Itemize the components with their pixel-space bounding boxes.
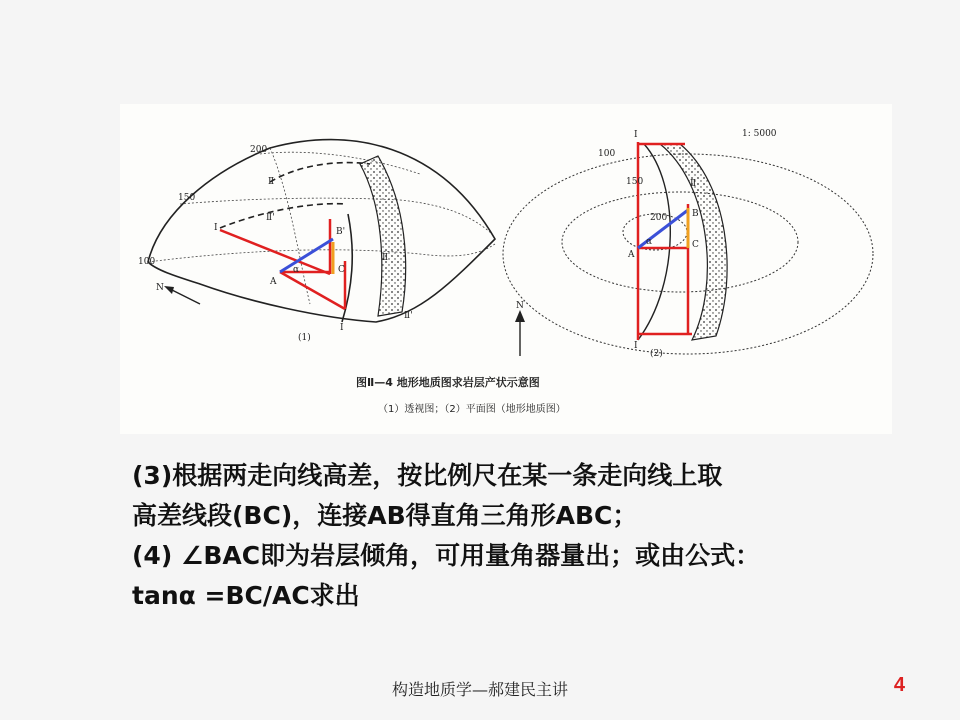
plan-contour-200: 200 — [650, 213, 668, 223]
point-label-a: A — [270, 277, 277, 287]
plan-bed-line — [638, 144, 670, 340]
point-label-c: C — [338, 265, 345, 275]
plan-view — [503, 129, 873, 359]
plan-angle-label: α — [646, 237, 653, 247]
text-line-1: (3)根据两走向线高差，按比例尺在某一条走向线上取 — [132, 461, 723, 490]
figure-svg — [120, 104, 892, 434]
bed-mid-dashed — [220, 204, 346, 228]
view-label-1: (1) — [298, 333, 311, 343]
figure-caption-title: 图Ⅱ—4 地形地质图求岩层产状示意图 — [356, 376, 540, 389]
plan-point-i-top: I — [634, 130, 638, 140]
strike-line-lower — [280, 272, 345, 309]
point-label-ii-right: Ⅱ — [382, 253, 389, 263]
plan-point-ii: Ⅱ — [690, 179, 697, 189]
point-label-i-left: I — [214, 223, 218, 233]
point-label-ii-prime: Ⅱ' — [266, 213, 275, 223]
angle-label: α — [293, 265, 300, 275]
plan-point-a: A — [628, 250, 635, 260]
dip-line-ab — [280, 239, 333, 272]
figure-caption-subtitle: （1）透视图；（2）平面图（地形地质图） — [378, 404, 566, 415]
plan-point-i-bottom: I — [634, 341, 638, 351]
north-label-left: N — [156, 283, 164, 293]
plan-north-arrow-icon — [515, 310, 525, 356]
text-line-2: 高差线段(BC)，连接AB得直角三角形ABC； — [132, 501, 638, 530]
contour-label-100: 100 — [138, 257, 156, 267]
text-line-3: (4) ∠BAC即为岩层倾角，可用量角器量出；或由公式： — [132, 541, 761, 570]
point-label-b-prime: B' — [336, 227, 346, 237]
plan-point-c: C — [692, 240, 699, 250]
geologic-figure — [120, 104, 892, 434]
point-label-ii-top: Ⅱ — [268, 177, 275, 187]
scale-label: 1: 5000 — [742, 129, 777, 139]
explanation-text — [132, 456, 922, 616]
page-number: 4 — [893, 674, 905, 696]
north-arrow-icon — [164, 286, 200, 304]
point-label-i-bottom: I — [340, 323, 344, 333]
text-line-4: tanα =BC/AC求出 — [132, 581, 360, 610]
plan-contour-100: 100 — [598, 149, 616, 159]
bed-top-dashed — [270, 163, 370, 182]
point-label-ii-prime-bottom: Ⅱ' — [404, 311, 413, 321]
contour-middle — [562, 192, 798, 292]
view-label-2: (2) — [650, 349, 663, 359]
north-label-right: N — [516, 301, 524, 311]
dotted-bed — [360, 156, 406, 316]
perspective-view — [138, 140, 495, 343]
plan-contour-150: 150 — [626, 177, 644, 187]
contour-label-200: 200 — [250, 145, 268, 155]
contour-label-150: 150 — [178, 193, 196, 203]
plan-point-b: B — [692, 209, 699, 219]
footer-course-title: 构造地质学—郝建民主讲 — [391, 680, 568, 699]
